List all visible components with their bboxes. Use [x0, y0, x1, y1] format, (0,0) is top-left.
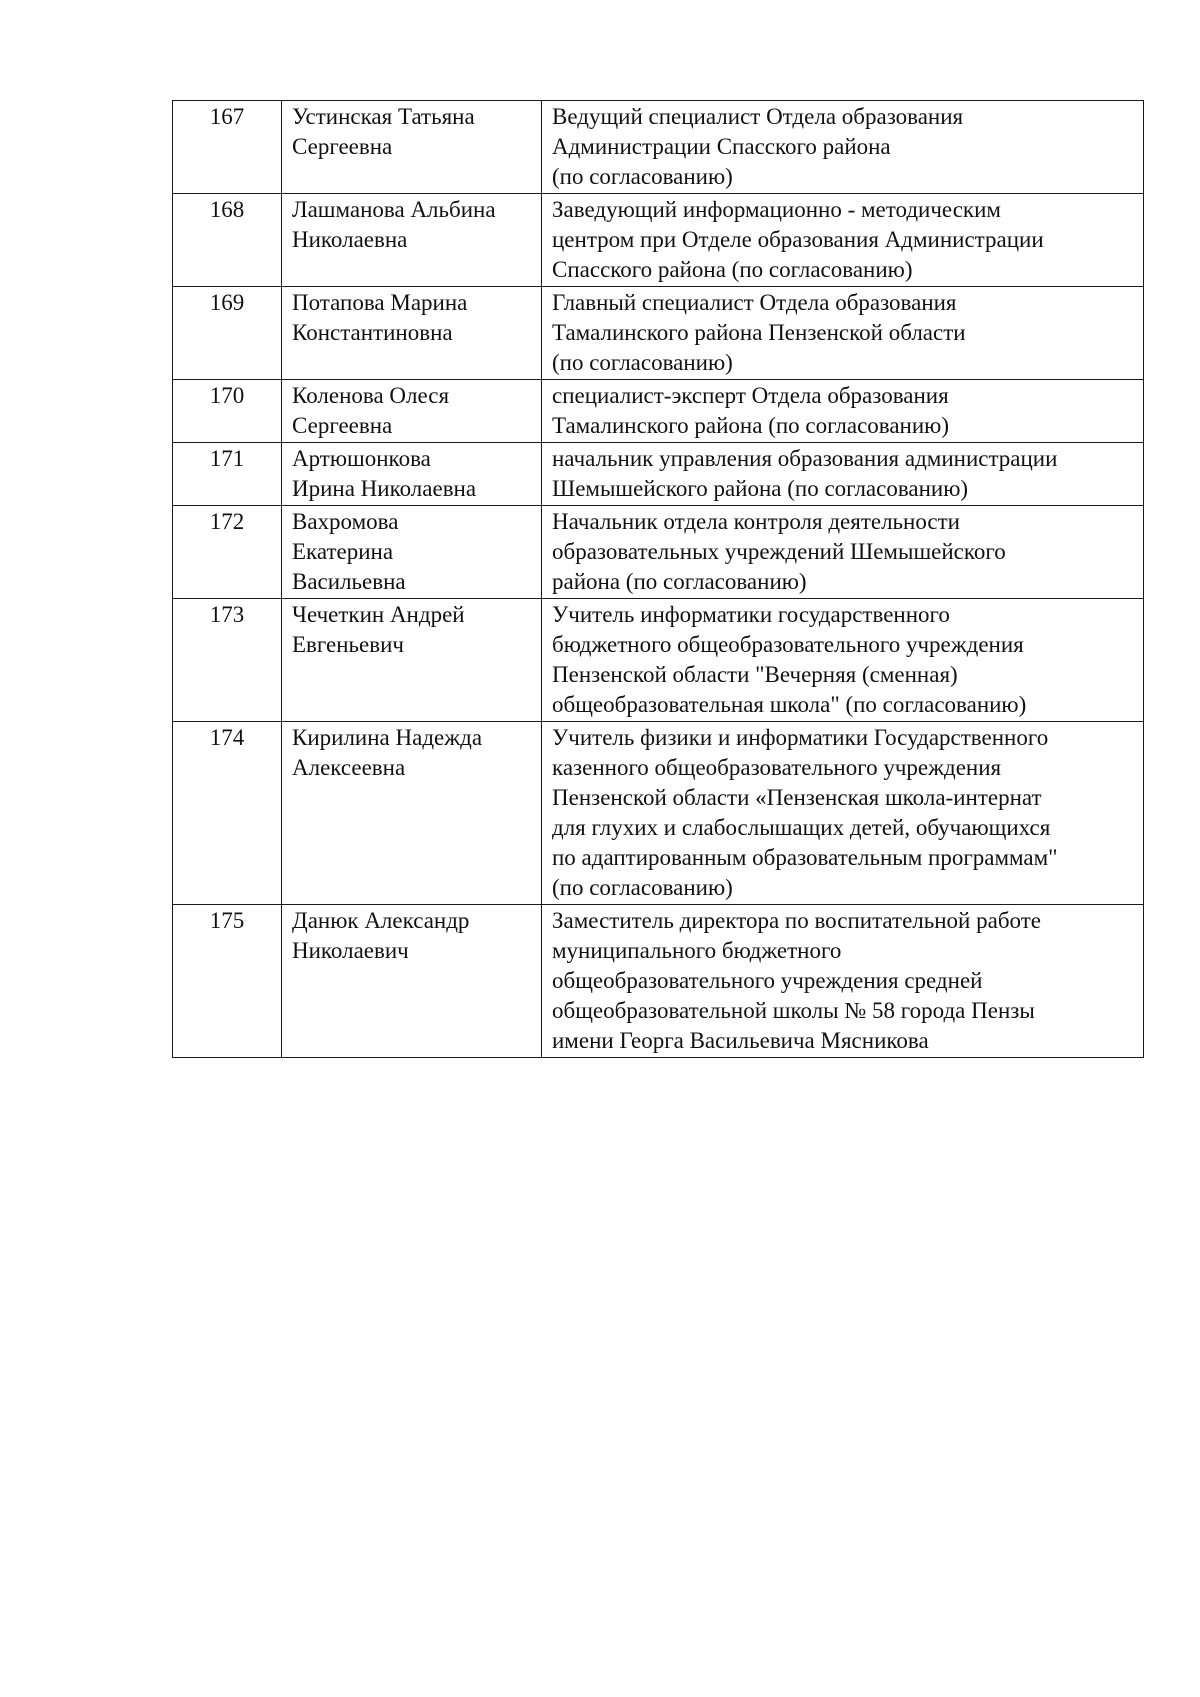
- person-name: Чечеткин Андрей Евгеньевич: [282, 599, 542, 722]
- person-position: Учитель информатики государственного бюджетного общеобразовательного учреждения Пензенской области "Вечерняя (сменная) общеобразовательная школа" (по согласованию): [542, 599, 1144, 722]
- person-name: Устинская Татьяна Сергеевна: [282, 101, 542, 194]
- person-position: Заместитель директора по воспитательной работе муниципального бюджетного общеобразовательного учреждения средней общеобразовательной школы № 58 города Пензы имени Георга Васильевича Мясникова: [542, 905, 1144, 1058]
- table-row: [173, 506, 1144, 599]
- person-position: Главный специалист Отдела образования Тамалинского района Пензенской области (по согласованию): [542, 287, 1144, 380]
- table-row: [173, 380, 1144, 443]
- person-name: Вахромова Екатерина Васильевна: [282, 506, 542, 599]
- person-name: Данюк Александр Николаевич: [282, 905, 542, 1058]
- person-position: специалист-эксперт Отдела образования Тамалинского района (по согласованию): [542, 380, 1144, 443]
- person-position: Заведующий информационно - методическим центром при Отделе образования Администрации Спасского района (по согласованию): [542, 194, 1144, 287]
- table-row: [173, 599, 1144, 722]
- roster-table: [172, 100, 1144, 1058]
- person-position: Учитель физики и информатики Государственного казенного общеобразовательного учреждения Пензенской области «Пензенская школа-интернат для глухих и слабослышащих детей, обучающихся по адаптированным образовательным программам" (по согласованию): [542, 722, 1144, 905]
- table-row: [173, 194, 1144, 287]
- table-row: [173, 287, 1144, 380]
- row-number: 167: [173, 101, 282, 194]
- row-number: 173: [173, 599, 282, 722]
- person-name: Потапова Марина Константиновна: [282, 287, 542, 380]
- person-name: Артюшонкова Ирина Николаевна: [282, 443, 542, 506]
- row-number: 170: [173, 380, 282, 443]
- row-number: 168: [173, 194, 282, 287]
- person-position: Начальник отдела контроля деятельности образовательных учреждений Шемышейского района (по согласованию): [542, 506, 1144, 599]
- person-position: Ведущий специалист Отдела образования Администрации Спасского района (по согласованию): [542, 101, 1144, 194]
- row-number: 175: [173, 905, 282, 1058]
- person-name: Кирилина Надежда Алексеевна: [282, 722, 542, 905]
- table-row: [173, 905, 1144, 1058]
- table-row: [173, 101, 1144, 194]
- table-row: [173, 443, 1144, 506]
- row-number: 172: [173, 506, 282, 599]
- person-position: начальник управления образования администрации Шемышейского района (по согласованию): [542, 443, 1144, 506]
- table-row: [173, 722, 1144, 905]
- row-number: 169: [173, 287, 282, 380]
- row-number: 174: [173, 722, 282, 905]
- person-name: Лашманова Альбина Николаевна: [282, 194, 542, 287]
- row-number: 171: [173, 443, 282, 506]
- person-name: Коленова Олеся Сергеевна: [282, 380, 542, 443]
